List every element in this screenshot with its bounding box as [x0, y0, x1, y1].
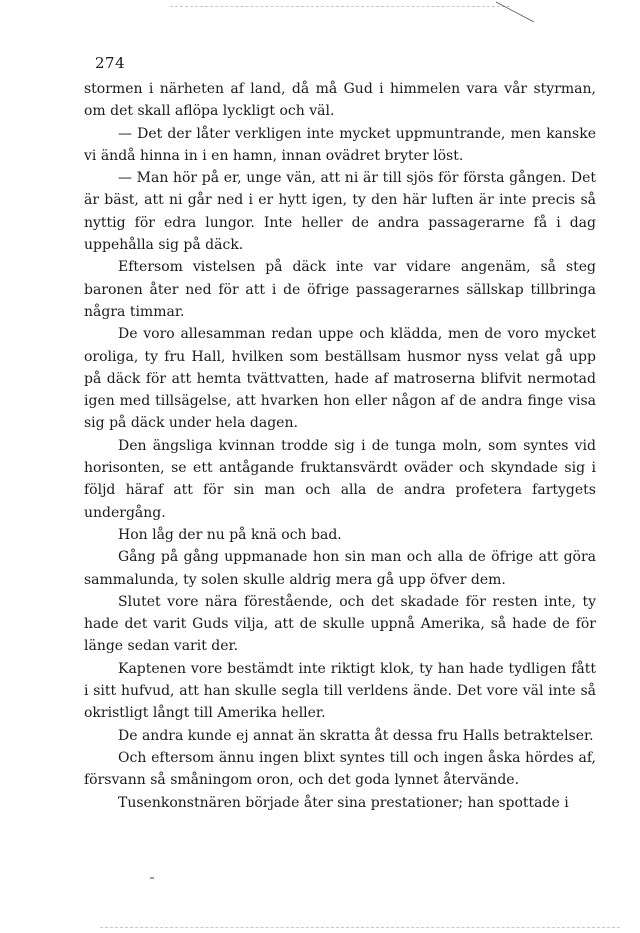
paragraph: Slutet vore nära förestående, och det skadade för resten inte, ty hade det varit Guds vilja, att de skulle uppnå Amerika, så hade de för länge sedan varit der.	[84, 593, 596, 655]
top-scan-rule	[170, 6, 510, 8]
page-number: 274	[95, 54, 126, 72]
paragraph: Eftersom vistelsen på däck inte var vidare angenäm, så steg baronen åter ned för att i de öfrige passagerarnes sällskap tillbringa några timmar.	[84, 259, 596, 320]
paragraph: — Man hör på er, unge vän, att ni är till sjös för första gången. Det är bäst, att ni går ned i er hytt igen, ty den här luften är inte precis så nyttig för edra lungor. Inte heller de andra passagerarne få i dag uppehålla sig på däck.	[84, 170, 596, 254]
paragraph: Hon låg der nu på knä och bad.	[118, 526, 342, 543]
body-text	[84, 78, 596, 814]
scan-mark	[496, 0, 536, 24]
paragraph: Tusenkonstnären började åter sina prestationer; han spottade i	[118, 794, 569, 811]
paragraph: stormen i närheten af land, då må Gud i himmelen vara vår styrman, om det skall aflöpa lyckligt och väl.	[84, 81, 596, 120]
paragraph: De voro allesamman redan uppe och klädda, men de voro mycket oroliga, ty fru Hall, hvilken som beställsam husmor nyss velat gå upp på däck för att hemta tvättvatten, hade af matroserna blifvit nermotad igen med tillsägelse, att hvarken hon eller någon af de andra finge visa sig på däck under hela dagen.	[84, 326, 596, 432]
paragraph: De andra kunde ej annat än skratta åt dessa fru Halls betraktelser.	[118, 727, 594, 744]
paragraph: Den ängsliga kvinnan trodde sig i de tunga moln, som syntes vid horisonten, se ett antågande fruktansvärdt oväder och skyndade sig i följd häraf att för sin man och alla de andra profetera fartygets undergång.	[84, 437, 596, 521]
paragraph: Och eftersom ännu ingen blixt syntes till och ingen åska hördes af, försvann så småningom oron, och det goda lynnet återvände.	[84, 749, 596, 789]
paragraph: — Det der låter verkligen inte mycket uppmuntrande, men kanske vi ändå hinna in i en hamn, innan ovädret bryter löst.	[84, 125, 596, 164]
paragraph: Gång på gång uppmanade hon sin man och alla de öfrige att göra sammalunda, ty solen skulle aldrig mera gå upp öfver dem.	[84, 549, 596, 588]
bottom-scan-rule	[100, 927, 620, 929]
scan-speck	[150, 877, 154, 879]
paragraph: Kaptenen vore bestämdt inte riktigt klok, ty han hade tydligen fått i sitt hufvud, att han skulle segla till verldens ände. Det vore väl inte så okristligt långt till Amerika heller.	[84, 660, 596, 722]
